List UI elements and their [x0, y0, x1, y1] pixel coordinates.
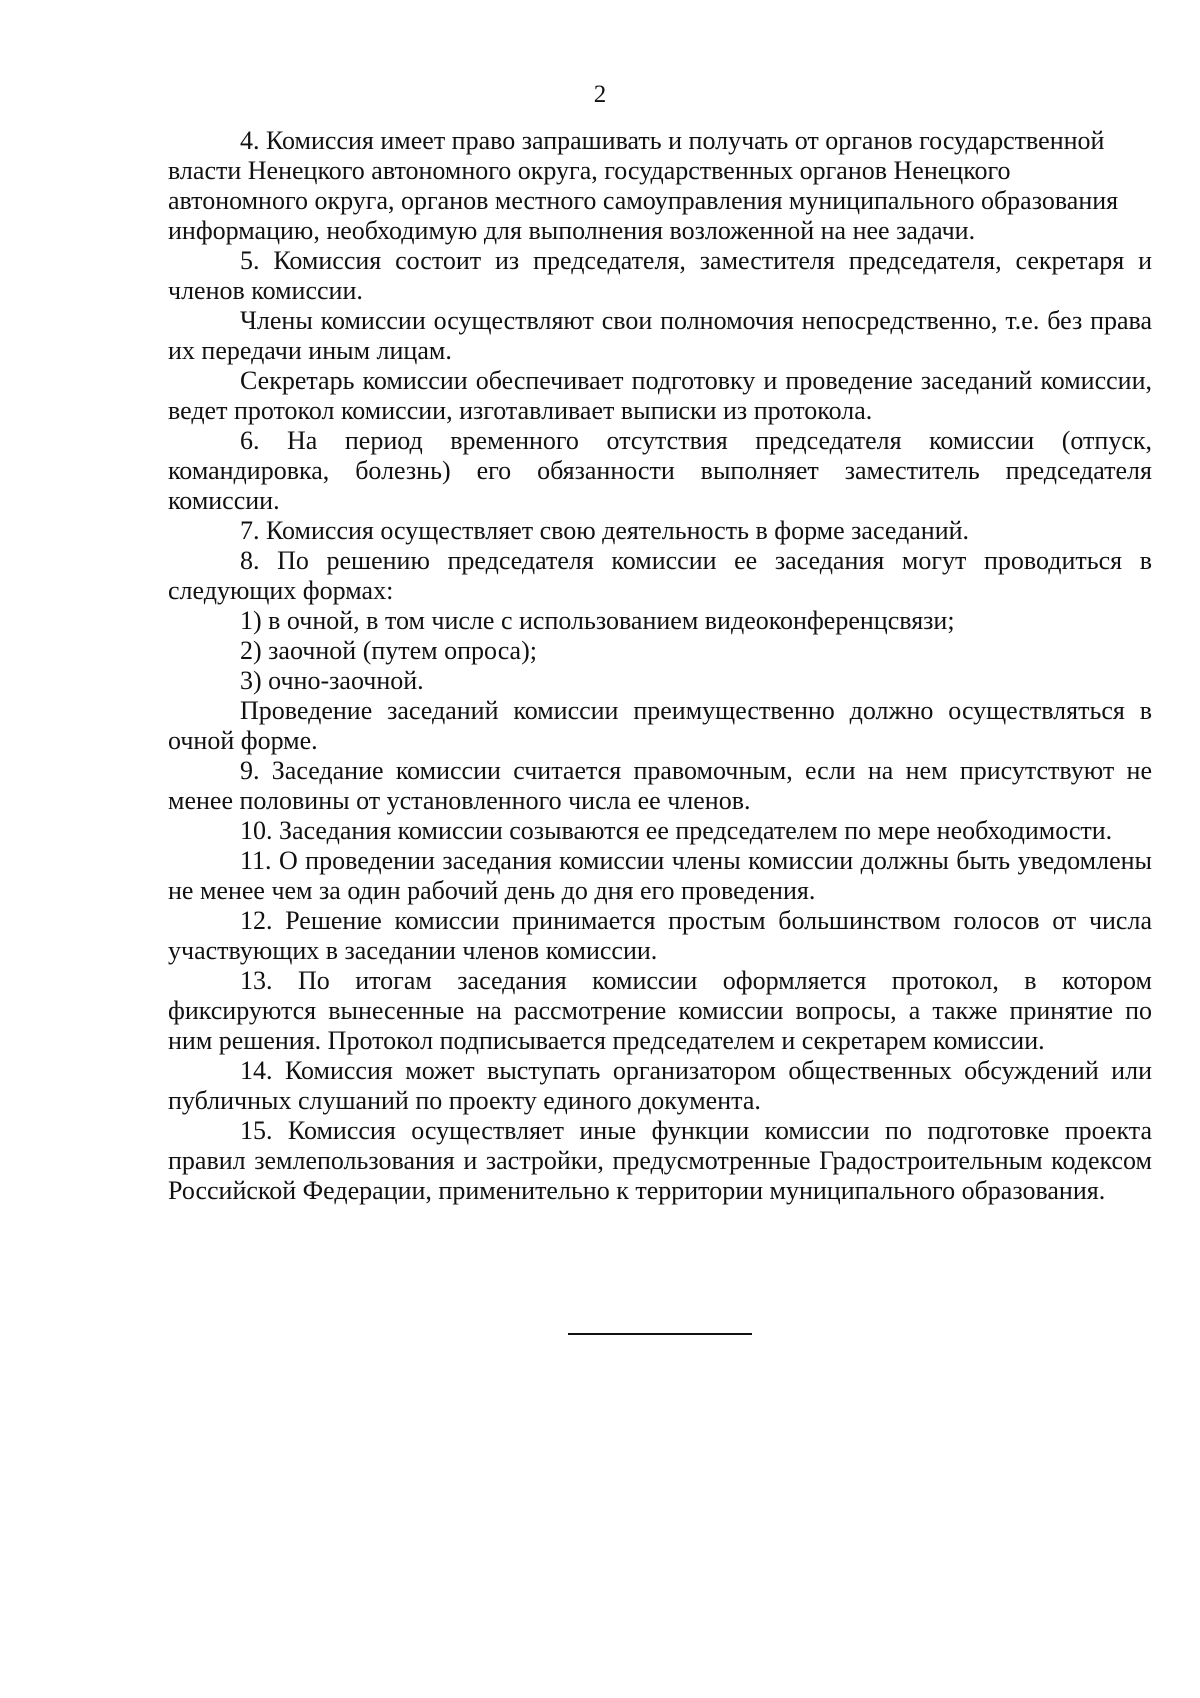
paragraph-9: 9. Заседание комиссии считается правомочным, если на нем присутствуют не менее половины от установленного числа ее членов. — [168, 756, 1152, 815]
paragraph-8: 8. По решению председателя комиссии ее заседания могут проводиться в следующих формах: — [168, 546, 1152, 605]
document-body — [168, 126, 1152, 1206]
paragraph-14: 14. Комиссия может выступать организатором общественных обсуждений или публичных слушаний по проекту единого документа. — [168, 1056, 1152, 1115]
page-number: 2 — [593, 81, 607, 108]
paragraph-members: Члены комиссии осуществляют свои полномочия непосредственно, т.е. без права их передачи иным лицам. — [168, 306, 1152, 365]
paragraph-5: 5. Комиссия состоит из председателя, заместителя председателя, секретаря и членов комиссии. — [168, 246, 1152, 305]
paragraph-10: 10. Заседания комиссии созываются ее председателем по мере необходимости. — [240, 816, 1113, 845]
paragraph-13: 13. По итогам заседания комиссии оформляется протокол, в котором фиксируются вынесенные на рассмотрение комиссии вопросы, а также принятие по ним решения. Протокол подписывается председателем и секретарем комиссии. — [168, 966, 1152, 1055]
paragraph-11: 11. О проведении заседания комиссии члены комиссии должны быть уведомлены не менее чем за один рабочий день до дня его проведения. — [168, 846, 1152, 905]
list-item-1: 1) в очной, в том числе с использованием видеоконференцсвязи; — [240, 606, 955, 635]
paragraph-7: 7. Комиссия осуществляет свою деятельность в форме заседаний. — [240, 516, 970, 545]
end-separator-line — [568, 1333, 752, 1335]
paragraph-15: 15. Комиссия осуществляет иные функции комиссии по подготовке проекта правил землепользования и застройки, предусмотренные Градостроительным кодексом Российской Федерации, применительно к территории муниципального образования. — [168, 1116, 1152, 1205]
list-item-2: 2) заочной (путем опроса); — [240, 636, 537, 665]
paragraph-secretary: Секретарь комиссии обеспечивает подготовку и проведение заседаний комиссии, ведет протокол комиссии, изготавливает выписки из протокола. — [168, 366, 1152, 425]
paragraph-in-person: Проведение заседаний комиссии преимущественно должно осуществляться в очной форме. — [168, 696, 1152, 755]
list-item-3: 3) очно-заочной. — [240, 666, 424, 695]
paragraph-6: 6. На период временного отсутствия председателя комиссии (отпуск, командировка, болезнь) его обязанности выполняет заместитель председателя комиссии. — [168, 426, 1152, 515]
paragraph-12: 12. Решение комиссии принимается простым большинством голосов от числа участвующих в заседании членов комиссии. — [168, 906, 1152, 965]
paragraph-4: 4. Комиссия имеет право запрашивать и получать от органов государственной власти Ненецкого автономного округа, государственных органов Ненецкого автономного округа, органов местного самоуправления муниципального образования информацию, необходимую для выполнения возложенной на нее задачи. — [168, 126, 1119, 245]
